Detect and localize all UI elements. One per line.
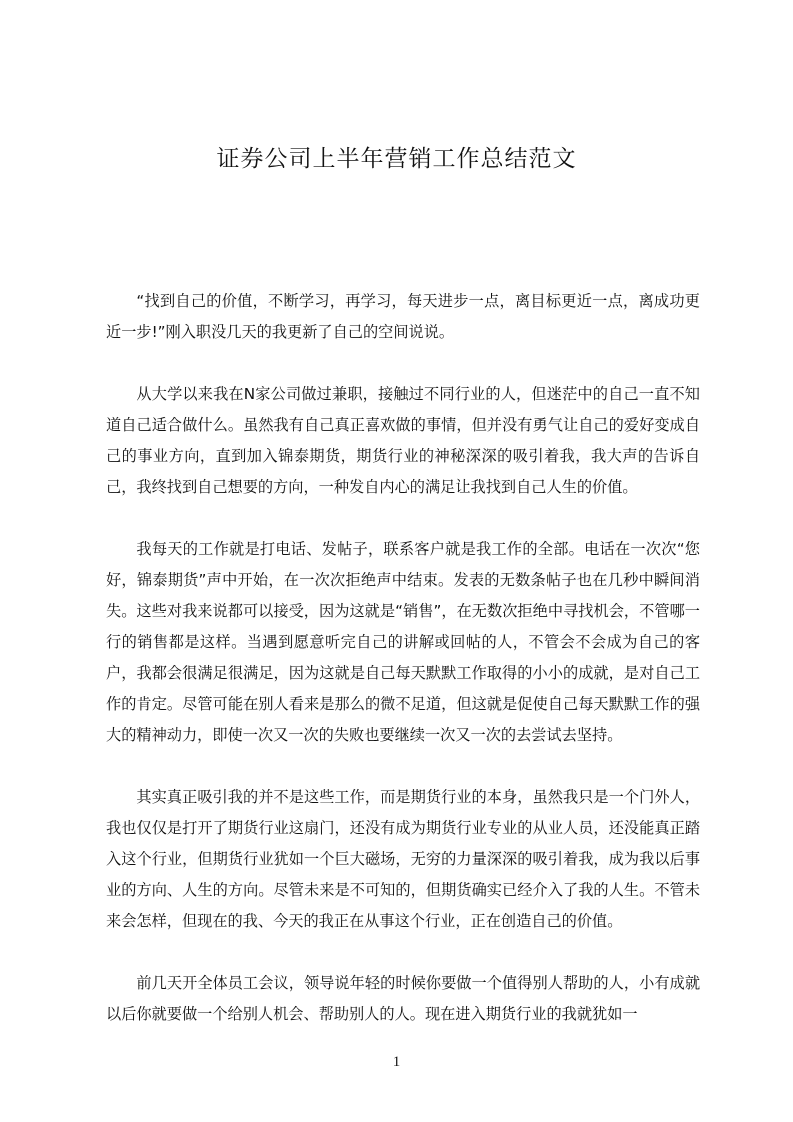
document-title: 证券公司上半年营销工作总结范文: [216, 146, 577, 172]
page-number: 1: [392, 1054, 401, 1070]
document-body: [106, 286, 700, 1061]
paragraph-5: 前几天开全体员工会议，领导说年轻的时候你要做一个值得别人帮助的人，小有成就以后你就要做一个给别人机会、帮助别人的人。现在进入期货行业的我就犹如一: [106, 974, 700, 1023]
paragraph-2: 从大学以来我在N家公司做过兼职，接触过不同行业的人，但迷茫中的自己一直不知道自己适合做什么。虽然我有自己真正喜欢做的事情，但并没有勇气让自己的爱好变成自己的事业方向，直到加入锦泰期货，期货行业的神秘深深的吸引着我，我大声的告诉自己，我终找到自己想要的方向，一种发自内心的满足让我找到自己人生的价值。: [106, 385, 700, 496]
paragraph-4: 其实真正吸引我的并不是这些工作，而是期货行业的本身，虽然我只是一个门外人，我也仅仅是打开了期货行业这扇门，还没有成为期货行业专业的从业人员，还没能真正踏入这个行业，但期货行业犹如一个巨大磁场，无穷的力量深深的吸引着我，成为我以后事业的方向、人生的方向。尽管未来是不可知的，但期货确实已经介入了我的人生。不管未来会怎样，但现在的我、今天的我正在从事这个行业，正在创造自己的价值。: [106, 788, 700, 930]
paragraph-1: “找到自己的价值，不断学习，再学习，每天进步一点，离目标更近一点，离成功更近一步!”刚入职没几天的我更新了自己的空间说说。: [106, 292, 700, 341]
paragraph-3: 我每天的工作就是打电话、发帖子，联系客户就是我工作的全部。电话在一次次“您好，锦泰期货”声中开始，在一次次拒绝声中结束。发表的无数条帖子也在几秒中瞬间消失。这些对我来说都可以接受，因为这就是“销售”，在无数次拒绝中寻找机会，不管哪一行的销售都是这样。当遇到愿意听完自己的讲解或回帖的人，不管会不会成为自己的客户，我都会很满足很满足，因为这就是自己每天默默工作取得的小小的成就，是对自己工作的肯定。尽管可能在别人看来是那么的微不足道，但这就是促使自己每天默默工作的强大的精神动力，即使一次又一次的失败也要继续一次又一次的去尝试去坚持。: [106, 540, 700, 744]
